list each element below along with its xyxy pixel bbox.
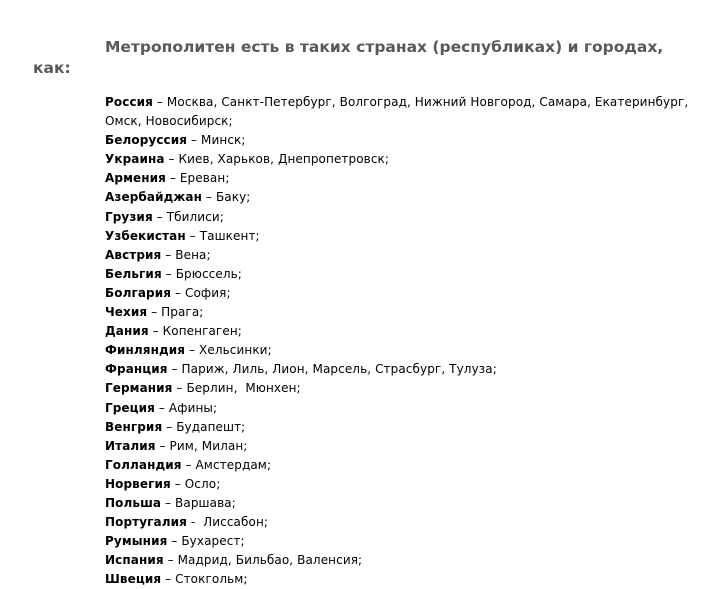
list-item [105, 379, 695, 398]
separator: – [185, 343, 200, 358]
list-item [105, 303, 695, 322]
city-list: Брюссель; [175, 266, 242, 281]
country-name: Дания [105, 324, 149, 339]
country-name: Армения [105, 171, 166, 186]
list-item [105, 360, 695, 379]
heading-text: Метрополитен есть в таких странах (республиках) и городах, как: [33, 38, 664, 77]
list-item [105, 456, 695, 475]
list-item [105, 227, 695, 246]
city-list: Прага; [161, 305, 204, 320]
list-item [105, 570, 695, 589]
separator: – [171, 285, 185, 300]
country-name: Азербайджан [105, 190, 202, 205]
separator: – [164, 152, 179, 167]
separator: – [152, 95, 167, 109]
country-name: Грузия [105, 209, 153, 224]
country-name: Италия [105, 438, 156, 453]
country-name: Россия [105, 95, 153, 109]
country-name: Швеция [105, 572, 162, 587]
country-name: Франция [105, 362, 168, 377]
list-item [105, 322, 695, 341]
separator: – [167, 534, 182, 549]
city-list: Лиссабон; [203, 515, 269, 530]
city-list: Тбилиси; [166, 209, 224, 224]
separator: – [181, 457, 196, 472]
city-list: Бухарест; [181, 534, 245, 549]
country-name: Украина [105, 152, 165, 167]
city-list: Баку; [215, 190, 251, 205]
separator: – [165, 171, 180, 186]
list-item [105, 169, 695, 188]
country-list [105, 93, 695, 589]
list-item [105, 551, 695, 570]
list-item [105, 150, 695, 169]
separator: – [202, 190, 216, 205]
city-list: Будапешт; [176, 419, 246, 434]
list-item [105, 494, 695, 513]
list-item [105, 437, 695, 456]
country-name: Испания [105, 553, 164, 568]
list-item [105, 93, 695, 131]
country-name: Румыния [105, 534, 168, 549]
city-list: Берлин, Мюнхен; [186, 381, 301, 396]
city-list: Ташкент; [199, 228, 260, 243]
separator: – [148, 324, 163, 339]
separator: – [161, 266, 176, 281]
country-name: Норвегия [105, 476, 171, 491]
country-name: Польша [105, 495, 162, 510]
list-item [105, 265, 695, 284]
city-list: София; [185, 285, 231, 300]
separator: – [163, 553, 178, 568]
country-name: Белоруссия [105, 133, 188, 148]
city-list: Афины; [168, 400, 218, 415]
city-list: Мадрид, Бильбао, Валенсия; [177, 553, 363, 568]
city-list: Амстердам; [195, 457, 272, 472]
city-list: Вена; [175, 247, 211, 262]
country-name: Голландия [105, 457, 182, 472]
list-item [105, 246, 695, 265]
list-item [105, 513, 695, 532]
country-name: Чехия [105, 305, 148, 320]
list-item [105, 131, 695, 150]
city-list: Париж, Лиль, Лион, Марсель, Страсбург, Тулуза; [181, 362, 497, 377]
country-name: Финляндия [105, 343, 186, 358]
separator: – [170, 476, 185, 491]
country-name: Португалия [105, 515, 187, 530]
separator: - [186, 515, 204, 530]
list-item [105, 532, 695, 551]
country-name: Австрия [105, 247, 162, 262]
country-name: Бельгия [105, 266, 162, 281]
city-list: Копенгаген; [162, 324, 242, 339]
country-name: Узбекистан [105, 228, 186, 243]
separator: – [161, 247, 176, 262]
separator: – [167, 362, 182, 377]
list-item [105, 208, 695, 227]
city-list: Киев, Харьков, Днепропетровск; [178, 152, 390, 167]
country-name: Греция [105, 400, 155, 415]
list-item [105, 399, 695, 418]
list-item [105, 475, 695, 494]
separator: – [185, 228, 200, 243]
page-heading [33, 37, 673, 79]
country-name: Венгрия [105, 419, 163, 434]
separator: – [172, 381, 187, 396]
city-list: Минск; [201, 133, 246, 148]
separator: – [161, 495, 176, 510]
country-name: Германия [105, 381, 173, 396]
city-list: Москва, Санкт-Петербург, Волгоград, Нижний Новгород, Самара, Екатеринбург, Омск, Новосибирск; [105, 95, 693, 129]
city-list: Стокгольм; [175, 572, 248, 587]
separator: – [187, 133, 202, 148]
separator: – [161, 572, 176, 587]
list-item [105, 341, 695, 360]
separator: – [162, 419, 177, 434]
separator: – [147, 305, 162, 320]
city-list: Осло; [184, 476, 221, 491]
city-list: Хельсинки; [199, 343, 272, 358]
list-item [105, 284, 695, 303]
separator: – [154, 400, 169, 415]
city-list: Ереван; [179, 171, 230, 186]
city-list: Варшава; [175, 495, 236, 510]
separator: – [155, 438, 170, 453]
list-item [105, 188, 695, 207]
list-item [105, 418, 695, 437]
country-name: Болгария [105, 285, 172, 300]
separator: – [152, 209, 167, 224]
city-list: Рим, Милан; [169, 438, 248, 453]
